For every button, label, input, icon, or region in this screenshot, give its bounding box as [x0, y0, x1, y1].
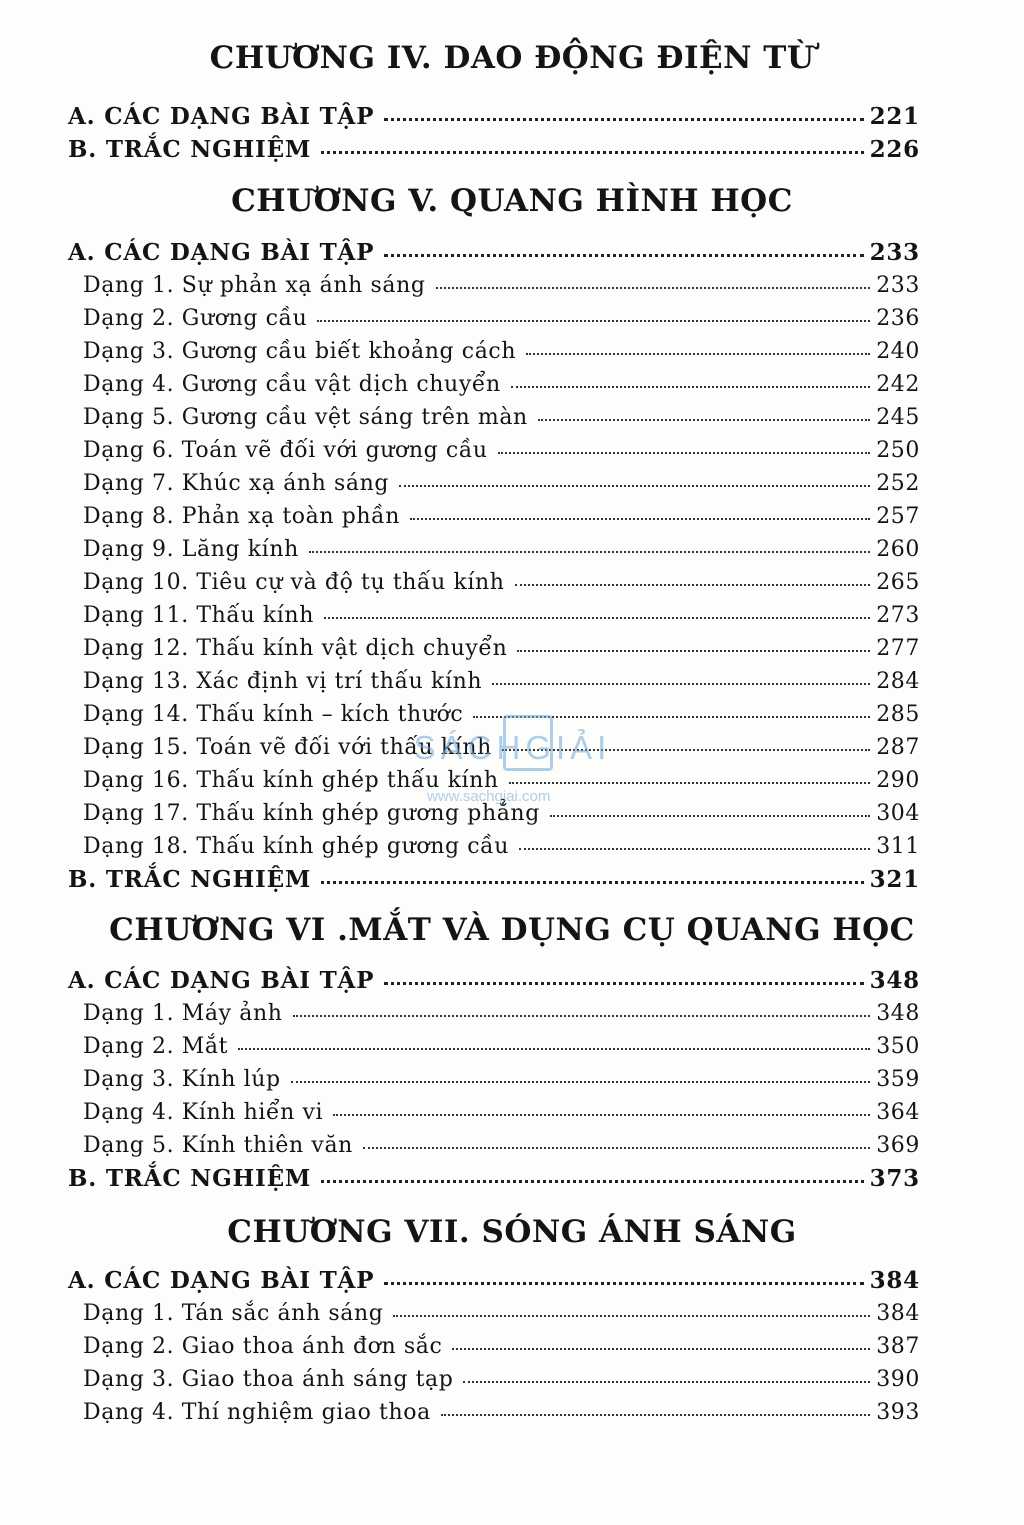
toc-entry: [68, 1396, 920, 1429]
toc-label: Dạng 10. Tiêu cự và độ tụ thấu kính: [83, 570, 505, 595]
dot-leader: [324, 611, 870, 619]
toc-label: Dạng 4. Kính hiển vi: [83, 1100, 324, 1125]
chapter-section-list: [68, 964, 920, 1195]
toc-label: Dạng 7. Khúc xạ ánh sáng: [83, 471, 390, 496]
toc-label: B. TRẮC NGHIỆM: [68, 1165, 312, 1192]
toc-entry: [68, 1129, 920, 1162]
dot-leader: [452, 1342, 870, 1350]
toc-page-number: 257: [876, 504, 920, 529]
toc-label: Dạng 3. Kính lúp: [83, 1067, 281, 1092]
toc-label: A. CÁC DẠNG BÀI TẬP: [68, 239, 375, 266]
dot-leader: [321, 1174, 863, 1183]
toc-page-number: 387: [876, 1334, 920, 1359]
chapter-title: CHƯƠNG V. QUANG HÌNH HỌC: [231, 183, 793, 219]
toc-label: Dạng 9. Lăng kính: [83, 537, 299, 562]
toc-page-number: 245: [876, 405, 920, 430]
toc-page-number: 348: [876, 1001, 920, 1026]
toc-page-number: 348: [869, 967, 920, 994]
toc-entry: [68, 698, 920, 731]
dot-leader: [473, 710, 870, 718]
dot-leader: [517, 644, 870, 652]
toc-page-number: 233: [869, 239, 920, 266]
toc-label: Dạng 8. Phản xạ toàn phần: [83, 504, 401, 529]
chapter-title: CHƯƠNG VI .MẮT VÀ DỤNG CỤ QUANG HỌC: [109, 912, 915, 948]
dot-leader: [333, 1108, 870, 1116]
toc-page-number: 273: [876, 603, 920, 628]
toc-entry: [68, 500, 920, 533]
toc-label: Dạng 2. Mắt: [83, 1034, 229, 1059]
dot-leader: [410, 512, 870, 520]
toc-entry: [68, 401, 920, 434]
toc-entry: [68, 1162, 920, 1195]
toc-entry: [68, 599, 920, 632]
toc-label: Dạng 1. Máy ảnh: [83, 1001, 283, 1026]
toc-entry: [68, 133, 920, 166]
dot-leader: [317, 314, 870, 322]
toc-page-number: 252: [876, 471, 920, 496]
toc-page-number: 233: [876, 273, 920, 298]
toc-entry: [68, 797, 920, 830]
watermark-logo-text: SÁCHGIẢI: [413, 729, 612, 766]
toc-page-number: 311: [876, 834, 920, 859]
toc-label: Dạng 13. Xác định vị trí thấu kính: [83, 669, 483, 694]
dot-leader: [384, 976, 863, 985]
dot-leader: [293, 1009, 871, 1017]
toc-entry: [68, 368, 920, 401]
toc-entry: [68, 964, 920, 997]
toc-page-number: 250: [876, 438, 920, 463]
toc-label: Dạng 4. Thí nghiệm giao thoa: [83, 1400, 431, 1425]
toc-entry: [68, 335, 920, 368]
toc-label: B. TRẮC NGHIỆM: [68, 136, 312, 163]
toc-page-number: 390: [876, 1367, 920, 1392]
toc-entry: [68, 1297, 920, 1330]
dot-leader: [238, 1042, 870, 1050]
dot-leader: [321, 875, 863, 884]
toc-entry: [68, 1030, 920, 1063]
dot-leader: [511, 380, 870, 388]
toc-page-number: 236: [876, 306, 920, 331]
toc-entry: [68, 1264, 920, 1297]
toc-page-number: 265: [876, 570, 920, 595]
toc-page-number: 373: [869, 1165, 920, 1192]
toc-entry: [68, 863, 920, 896]
toc-label: Dạng 1. Tán sắc ánh sáng: [83, 1301, 384, 1326]
toc-entry: [68, 1096, 920, 1129]
toc-label: Dạng 14. Thấu kính – kích thước: [83, 702, 464, 727]
toc-page-number: 285: [876, 702, 920, 727]
toc-entry: [68, 1330, 920, 1363]
toc-page-number: 321: [869, 866, 920, 893]
toc-entry: [68, 764, 920, 797]
dot-leader: [492, 677, 870, 685]
toc-label: A. CÁC DẠNG BÀI TẬP: [68, 103, 375, 130]
toc-label: B. TRẮC NGHIỆM: [68, 866, 312, 893]
dot-leader: [436, 281, 871, 289]
toc-entry: [68, 1063, 920, 1096]
toc-label: Dạng 15. Toán vẽ đối với thấu kính: [83, 735, 492, 760]
toc-page-number: 226: [869, 136, 920, 163]
dot-leader: [441, 1408, 870, 1416]
toc-entry: [68, 302, 920, 335]
toc-entry: [68, 632, 920, 665]
toc-entry: [68, 566, 920, 599]
toc-page-number: 359: [876, 1067, 920, 1092]
toc-label: Dạng 4. Gương cầu vật dịch chuyển: [83, 372, 501, 397]
dot-leader: [384, 1276, 863, 1285]
toc-page-number: 350: [876, 1034, 920, 1059]
dot-leader: [526, 347, 870, 355]
dot-leader: [509, 776, 871, 784]
toc-label: Dạng 5. Gương cầu vệt sáng trên màn: [83, 405, 528, 430]
toc-page-number: 384: [876, 1301, 920, 1326]
dot-leader: [399, 479, 870, 487]
toc-entry: [68, 533, 920, 566]
dot-leader: [384, 112, 863, 121]
toc-entry: [68, 269, 920, 302]
toc-label: Dạng 5. Kính thiên văn: [83, 1133, 353, 1158]
toc-entry: [68, 434, 920, 467]
dot-leader: [463, 1375, 870, 1383]
chapter-title: CHƯƠNG VII. SÓNG ÁNH SÁNG: [227, 1214, 797, 1250]
toc-page-number: 304: [876, 801, 920, 826]
toc-entry: [68, 467, 920, 500]
toc-page-number: 287: [876, 735, 920, 760]
toc-label: Dạng 18. Thấu kính ghép gương cầu: [83, 834, 510, 859]
toc-label: Dạng 12. Thấu kính vật dịch chuyển: [83, 636, 508, 661]
toc-entry: [68, 100, 920, 133]
toc-label: Dạng 6. Toán vẽ đối với gương cầu: [83, 438, 488, 463]
toc-label: Dạng 3. Giao thoa ánh sáng tạp: [83, 1367, 454, 1392]
dot-leader: [291, 1075, 871, 1083]
chapter-title: CHƯƠNG IV. DAO ĐỘNG ĐIỆN TỪ: [209, 40, 815, 76]
toc-entry: [68, 997, 920, 1030]
toc-page-number: 260: [876, 537, 920, 562]
toc-page-number: 242: [876, 372, 920, 397]
toc-label: Dạng 3. Gương cầu biết khoảng cách: [83, 339, 517, 364]
toc-label: A. CÁC DẠNG BÀI TẬP: [68, 967, 375, 994]
toc-label: Dạng 1. Sự phản xạ ánh sáng: [83, 273, 426, 298]
chapter-section-list: [68, 100, 920, 166]
dot-leader: [519, 842, 870, 850]
toc-page-number: 221: [869, 103, 920, 130]
toc-label: Dạng 17. Thấu kính ghép gương phẳng: [83, 801, 540, 826]
dot-leader: [550, 809, 870, 817]
toc-label: Dạng 2. Giao thoa ánh đơn sắc: [83, 1334, 443, 1359]
dot-leader: [515, 578, 871, 586]
toc-page-number: 393: [876, 1400, 920, 1425]
toc-page-number: 284: [876, 669, 920, 694]
toc-label: Dạng 2. Gương cầu: [83, 306, 308, 331]
dot-leader: [309, 545, 870, 553]
dot-leader: [538, 413, 870, 421]
toc-entry: [68, 665, 920, 698]
chapter-section-list: [68, 236, 920, 896]
toc-page-number: 364: [876, 1100, 920, 1125]
toc-entry: [68, 236, 920, 269]
dot-leader: [384, 248, 863, 257]
toc-entry: [68, 1363, 920, 1396]
toc-page-number: 290: [876, 768, 920, 793]
toc-page-number: 384: [869, 1267, 920, 1294]
dot-leader: [393, 1309, 870, 1317]
dot-leader: [321, 145, 863, 154]
dot-leader: [498, 446, 871, 454]
dot-leader: [502, 743, 870, 751]
watermark-url: www.sachgiai.com: [427, 788, 551, 805]
chapter-section-list: [68, 1264, 920, 1429]
toc-page-number: 369: [876, 1133, 920, 1158]
toc-label: A. CÁC DẠNG BÀI TẬP: [68, 1267, 375, 1294]
toc-entry: [68, 830, 920, 863]
toc-label: Dạng 11. Thấu kính: [83, 603, 314, 628]
toc-entry: [68, 731, 920, 764]
toc-page-number: 277: [876, 636, 920, 661]
toc-label: Dạng 16. Thấu kính ghép thấu kính: [83, 768, 499, 793]
dot-leader: [363, 1141, 870, 1149]
toc-page-number: 240: [876, 339, 920, 364]
